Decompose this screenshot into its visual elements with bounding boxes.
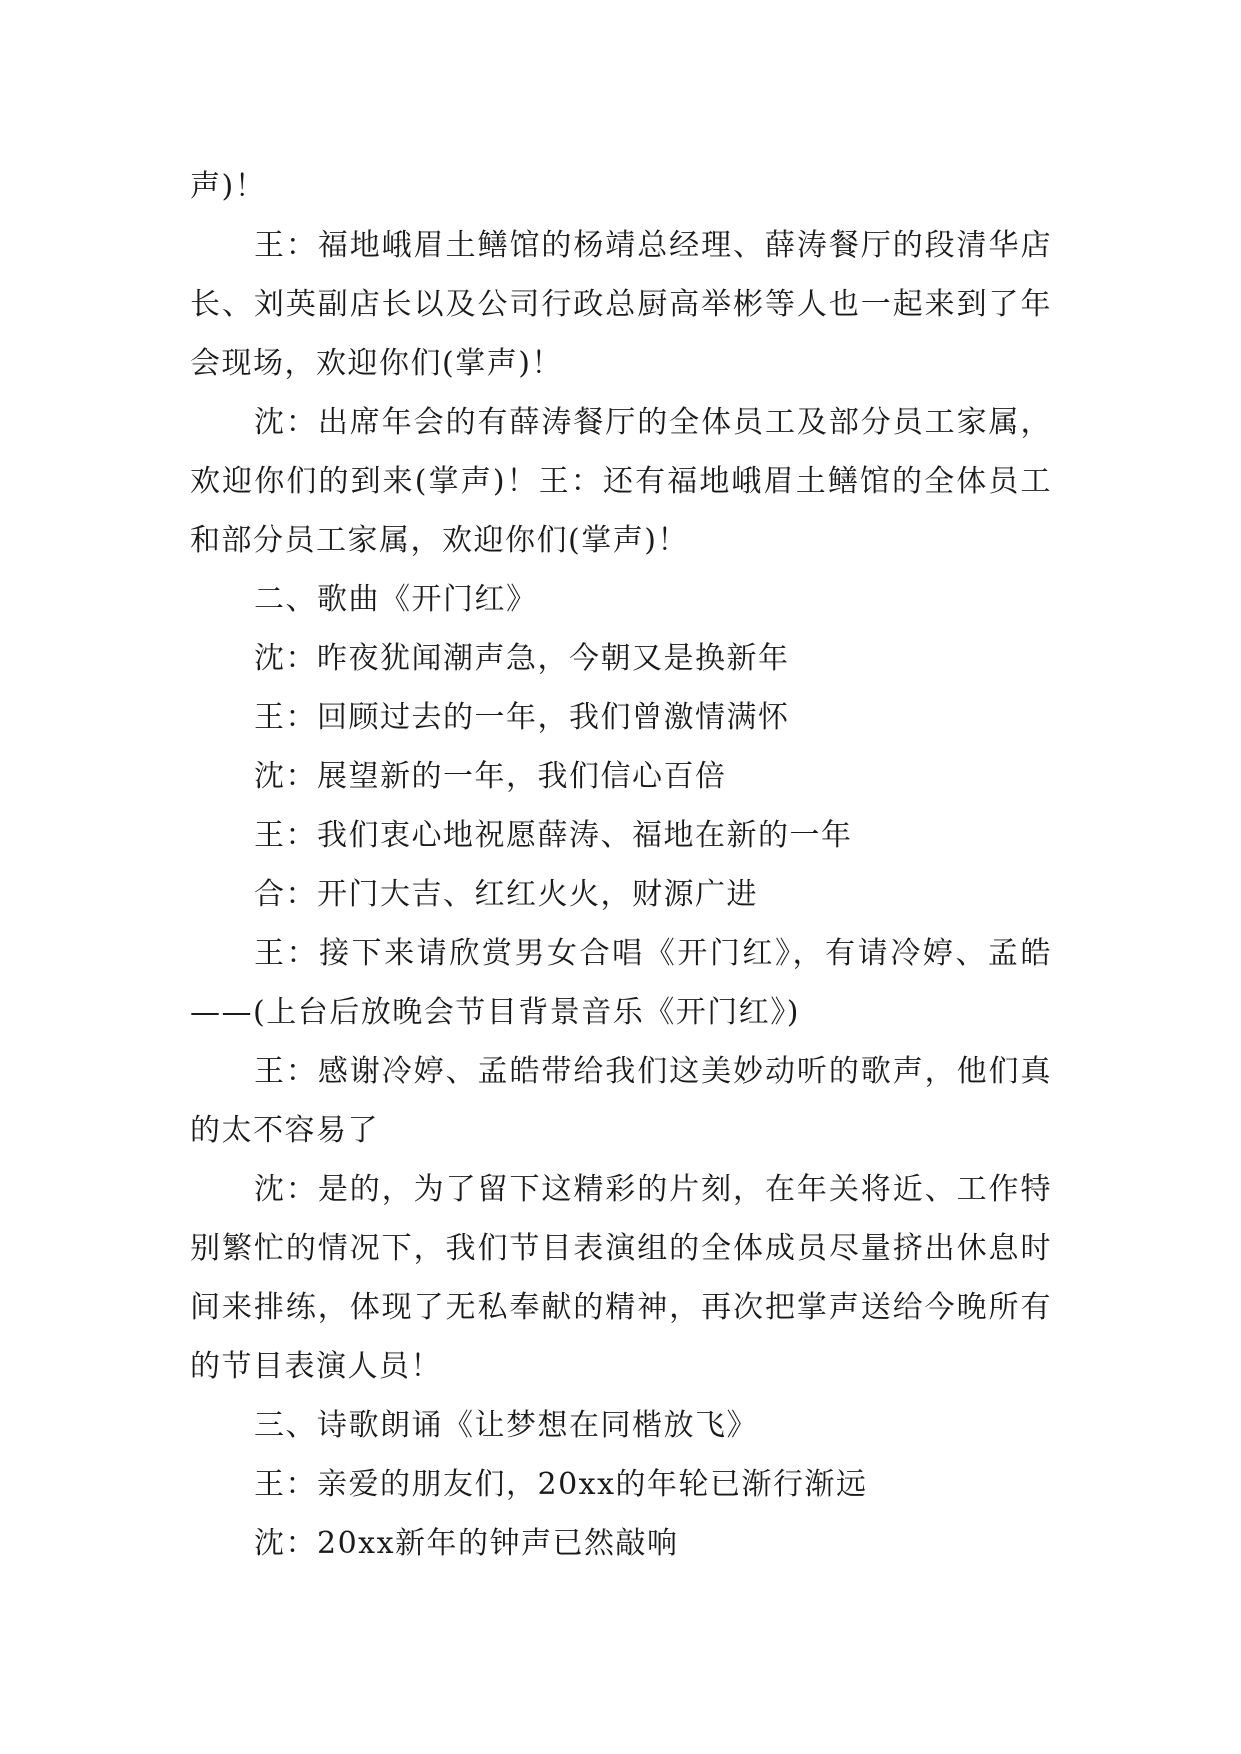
paragraph: 王：我们衷心地祝愿薛涛、福地在新的一年 (254, 818, 853, 853)
paragraph: 王：亲爱的朋友们，20xx的年轮已渐行渐远 (254, 1467, 868, 1502)
paragraph: 王：感谢冷婷、孟皓带给我们这美妙动听的歌声，他们真的太不容易了 (190, 1054, 1052, 1148)
document-body (190, 157, 1052, 1573)
paragraph: 沈：是的，为了留下这精彩的片刻，在年关将近、工作特别繁忙的情况下，我们节目表演组的全体成员尽量挤出休息时间来排练，体现了无私奉献的精神，再次把掌声送给今晚所有的节目表演人员！ (190, 1172, 1052, 1384)
paragraph: 王：接下来请欣赏男女合唱《开门红》，有请冷婷、孟皓——(上台后放晚会节目背景音乐《开门红》) (190, 936, 1052, 1030)
paragraph: 沈：出席年会的有薛涛餐厅的全体员工及部分员工家属，欢迎你们的到来(掌声)！王：还有福地峨眉土鳝馆的全体员工和部分员工家属，欢迎你们(掌声)！ (190, 405, 1052, 558)
section-heading: 二、歌曲《开门红》 (254, 582, 538, 617)
paragraph: 合：开门大吉、红红火火，财源广进 (254, 877, 758, 912)
paragraph: 沈：昨夜犹闻潮声急，今朝又是换新年 (254, 641, 790, 676)
paragraph: 王：回顾过去的一年，我们曾激情满怀 (254, 700, 790, 735)
paragraph-continuation: 声)！ (190, 169, 267, 204)
paragraph: 沈：展望新的一年，我们信心百倍 (254, 759, 727, 794)
paragraph: 王：福地峨眉土鳝馆的杨靖总经理、薛涛餐厅的段清华店长、刘英副店长以及公司行政总厨高举彬等人也一起来到了年会现场，欢迎你们(掌声)！ (190, 228, 1052, 381)
section-heading: 三、诗歌朗诵《让梦想在同楷放飞》 (254, 1408, 758, 1443)
paragraph: 沈：20xx新年的钟声已然敲响 (254, 1526, 679, 1561)
